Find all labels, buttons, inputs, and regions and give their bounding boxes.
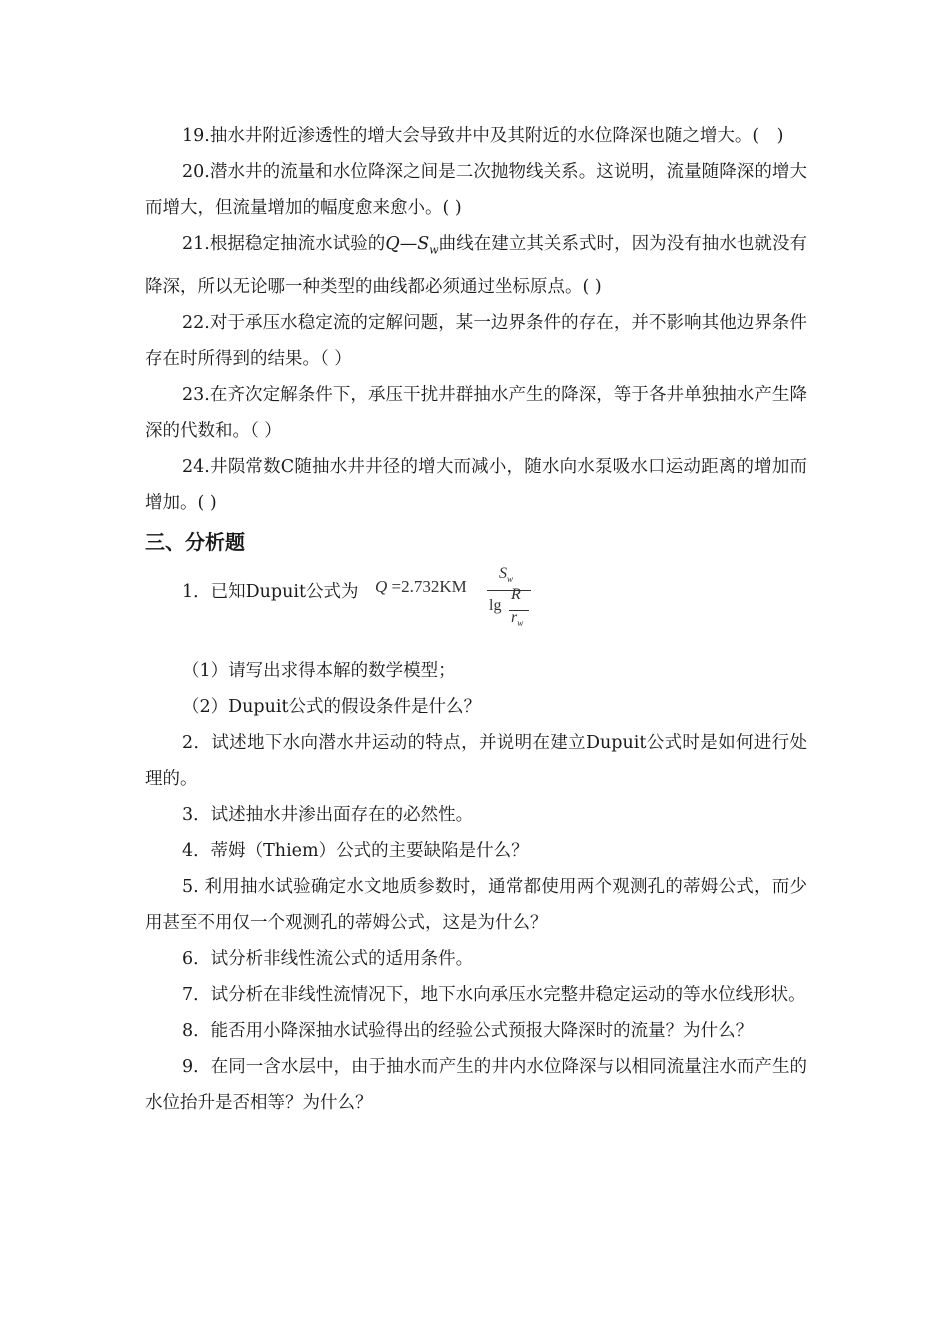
item-22	[145, 305, 807, 377]
formula-lhs: Q =2.732KM	[375, 576, 467, 596]
question-6: 6．试分析非线性流公式的适用条件。	[182, 948, 474, 969]
s-subscript: w	[429, 243, 439, 257]
item-19	[145, 118, 807, 154]
question-9: 9．在同一含水层中，由于抽水而产生的井内水位降深与以相同流量注水而产生的水位抬升是否相等？为什么？	[145, 1056, 807, 1113]
question-5: 5. 利用抽水试验确定水文地质参数时，通常都使用两个观测孔的蒂姆公式，而少用甚至不用仅一个观测孔的蒂姆公式，这是为什么？	[145, 876, 807, 933]
item-20	[145, 154, 807, 226]
formula-numerator: $S_w$	[499, 564, 514, 584]
question-3: 3．试述抽水井渗出面存在的必然性。	[182, 804, 474, 825]
question-8: 8．能否用小降深抽水试验得出的经验公式预报大降深时的流量？为什么？	[182, 1020, 754, 1041]
formula-fraction-bar	[487, 590, 531, 591]
item-20-text: 潜水井的流量和水位降深之间是二次抛物线关系。这说明，流量随降深的增大而增大，但流量增加的幅度愈来愈小。( )	[145, 162, 807, 218]
section-title: 三、分析题	[145, 529, 245, 554]
item-20-number: 20.	[182, 162, 210, 182]
question-1	[145, 564, 807, 643]
question-2: 2．试述地下水向潜水井运动的特点，并说明在建立Dupuit公式时是如何进行处理的。	[145, 732, 807, 789]
formula-lg: lg	[489, 596, 502, 614]
item-21-text-before: 根据稳定抽流水试验的	[209, 234, 386, 254]
formula-r-denominator: $r_w$	[511, 608, 524, 628]
formula-r-numerator: R	[511, 585, 521, 603]
item-22-text: 对于承压水稳定流的定解问题，某一边界条件的存在，并不影响其他边界条件存在时所得到的结果。（ ）	[145, 312, 807, 369]
item-19-text: 抽水井附近渗透性的增大会导致井中及其附近的水位降深也随之增大。( )	[209, 126, 784, 146]
question-1-sub-2: （2）Dupuit公式的假设条件是什么？	[182, 696, 482, 717]
item-19-number: 19.	[182, 126, 210, 146]
item-21	[145, 226, 807, 305]
item-22-number: 22.	[182, 312, 210, 333]
question-1-lead: 1．已知Dupuit公式为	[182, 581, 359, 602]
item-23-text: 在齐次定解条件下，承压干扰井群抽水产生的降深，等于各井单独抽水产生降深的代数和。（ ）	[145, 384, 807, 441]
item-21-text-after: 曲线在建立其关系式时，因为没有抽水也就没有降深，所以无论哪一种类型的曲线都必须通过坐标原点。( )	[145, 234, 808, 297]
item-23	[145, 377, 807, 449]
document-content	[145, 118, 807, 1121]
question-7: 7．试分析在非线性流情况下，地下水向承压水完整井稳定运动的等水位线形状。	[182, 984, 806, 1005]
question-4: 4．蒂姆（Thiem）公式的主要缺陷是什么？	[182, 840, 529, 861]
item-24-number: 24.	[182, 456, 210, 477]
question-1-sub-1: （1）请写出求得本解的数学模型；	[182, 660, 456, 681]
dash: —	[399, 234, 418, 254]
dupuit-formula	[375, 564, 545, 643]
q-symbol: Q	[385, 234, 400, 254]
item-23-number: 23.	[182, 384, 210, 405]
s-symbol: S	[417, 234, 430, 254]
item-24	[145, 449, 807, 521]
item-24-text: 井陨常数C随抽水井井径的增大而减小，随水向水泵吸水口运动距离的增加而增加。( )	[145, 456, 807, 513]
item-21-number: 21.	[182, 234, 210, 254]
